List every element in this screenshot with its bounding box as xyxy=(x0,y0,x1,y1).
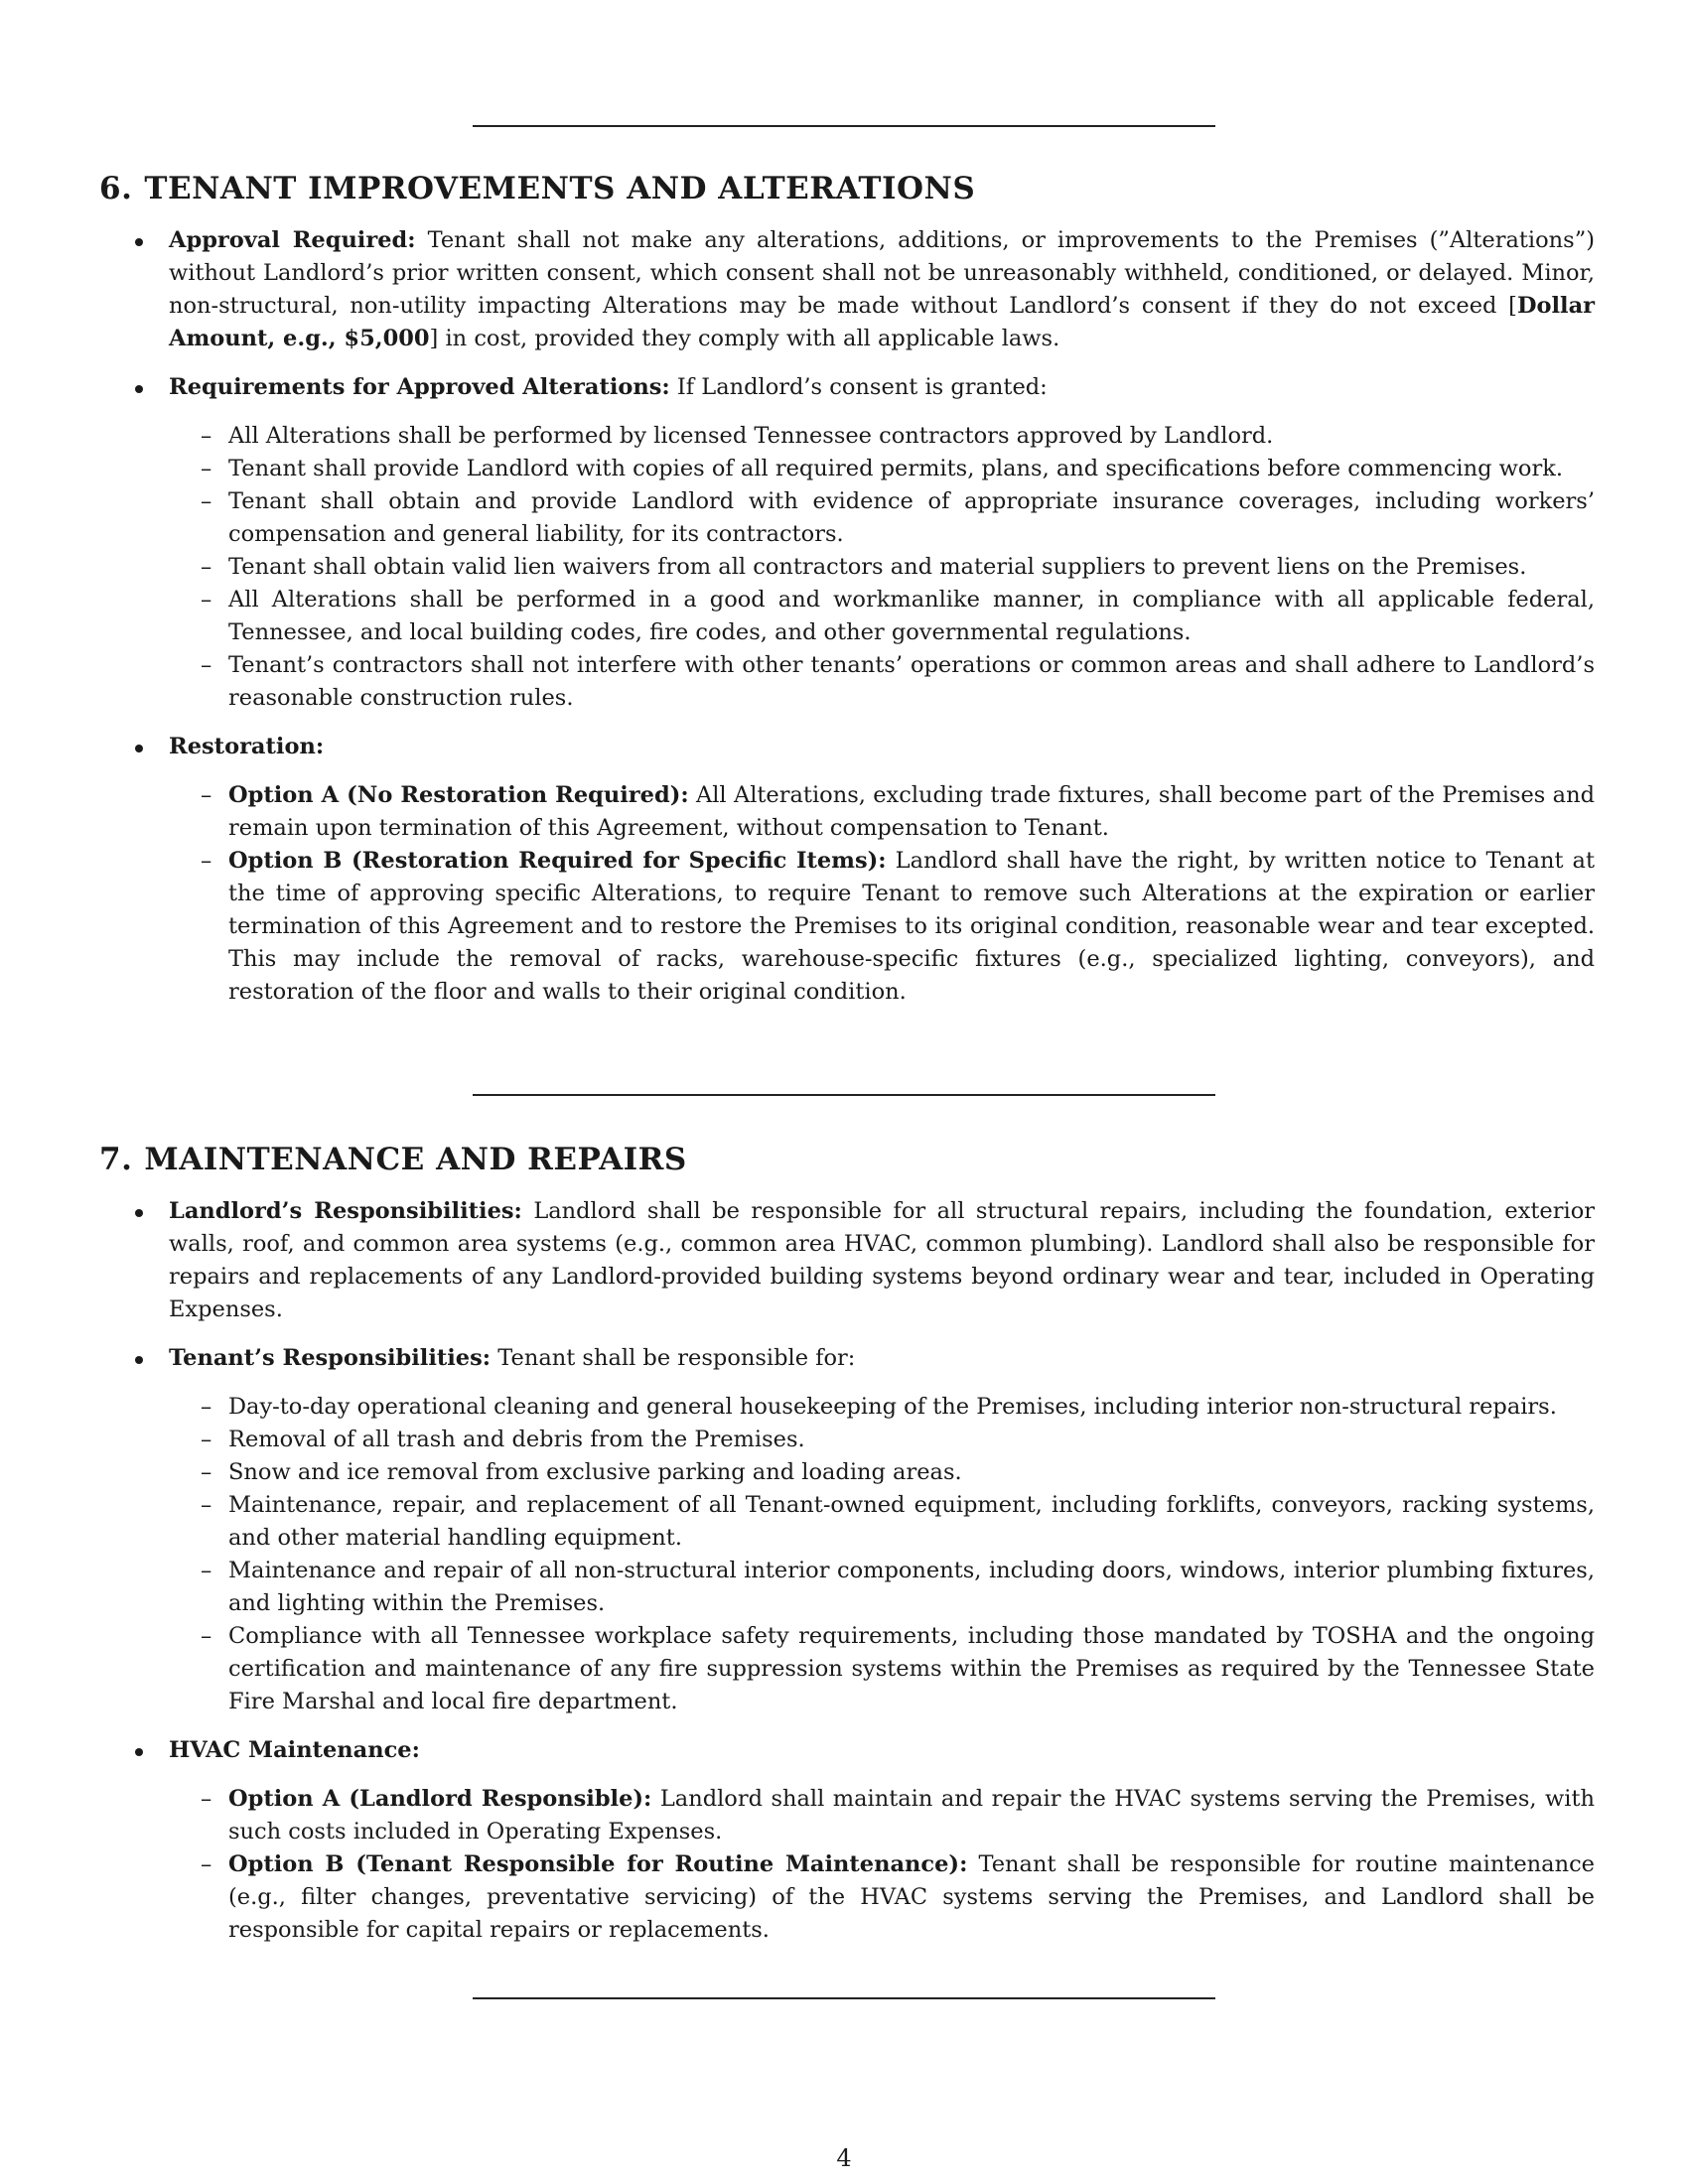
horizontal-rule xyxy=(473,125,1215,127)
sub-list-item-option-b xyxy=(169,1848,1595,1947)
sub-item-list xyxy=(169,420,1595,715)
dash-icon: – xyxy=(201,587,212,613)
sub-list-item xyxy=(169,1424,1595,1456)
section-number: 6. xyxy=(99,171,133,206)
sub-item-text: Compliance with all Tennessee workplace safety requirements, including those mandated by TOSHA and the ongoing certification and maintenance of any fire suppression systems within the Premises as required by the Tennessee State Fire Marshal and local fire department. xyxy=(228,1623,1595,1714)
list-item-restoration xyxy=(99,731,1595,1009)
item-label: Tenant’s Responsibilities: xyxy=(169,1345,492,1371)
list-item-approval-required xyxy=(99,224,1595,355)
sub-list-item-option-a xyxy=(169,1783,1595,1848)
sub-item-text: Tenant shall obtain valid lien waivers from all contractors and material suppliers to prevent liens on the Premises. xyxy=(228,554,1527,580)
dash-icon: – xyxy=(201,848,212,874)
dash-icon: – xyxy=(201,1459,212,1485)
section-heading xyxy=(99,171,1595,206)
list-item-requirements xyxy=(99,371,1595,715)
list-item-landlord-responsibilities xyxy=(99,1195,1595,1326)
sub-list-item xyxy=(169,584,1595,649)
option-label: Option B (Restoration Required for Specific Items): xyxy=(228,848,887,874)
dash-icon: – xyxy=(201,782,212,808)
item-text: If Landlord’s consent is granted: xyxy=(676,374,1048,400)
page-number: 4 xyxy=(836,2144,852,2172)
sub-item-text: Tenant shall obtain and provide Landlord with evidence of appropriate insurance coverages, including workers’ compensation and general liability, for its contractors. xyxy=(228,488,1595,547)
horizontal-rule xyxy=(473,1094,1215,1096)
option-text: Landlord shall maintain and repair the HVAC systems serving the Premises, with such costs included in Operating Expenses. xyxy=(228,1786,1596,1844)
sub-list-item-option-a xyxy=(169,779,1595,845)
section-item-list xyxy=(99,1195,1595,1947)
bullet-icon xyxy=(135,1748,143,1756)
list-item-hvac-maintenance xyxy=(99,1734,1595,1947)
sub-list-item xyxy=(169,649,1595,715)
sub-list-item xyxy=(169,1555,1595,1620)
bullet-icon xyxy=(135,385,143,393)
item-label: Landlord’s Responsibilities: xyxy=(169,1198,522,1224)
section-heading xyxy=(99,1142,1595,1177)
sub-item-list xyxy=(169,1783,1595,1947)
sub-item-text: Tenant’s contractors shall not interfere with other tenants’ operations or common areas and shall adhere to Landlord’s reasonable construction rules. xyxy=(228,652,1595,711)
sub-list-item xyxy=(169,1391,1595,1424)
dash-icon: – xyxy=(201,488,212,514)
sub-list-item xyxy=(169,420,1595,453)
sub-item-text: Snow and ice removal from exclusive parking and loading areas. xyxy=(228,1459,962,1485)
sub-list-item xyxy=(169,1489,1595,1555)
sub-list-item xyxy=(169,485,1595,551)
dash-icon: – xyxy=(201,1851,212,1877)
sub-list-item xyxy=(169,1456,1595,1489)
sub-item-list xyxy=(169,1391,1595,1718)
item-text: Tenant shall be responsible for: xyxy=(497,1345,856,1371)
section-item-list xyxy=(99,224,1595,1009)
dash-icon: – xyxy=(201,1558,212,1583)
item-label: Requirements for Approved Alterations: xyxy=(169,374,670,400)
sub-list-item-option-b xyxy=(169,845,1595,1009)
dash-icon: – xyxy=(201,652,212,678)
sub-item-list xyxy=(169,779,1595,1009)
bullet-icon xyxy=(135,1209,143,1217)
bullet-icon xyxy=(135,745,143,752)
sub-item-text: All Alterations shall be performed by licensed Tennessee contractors approved by Landlord. xyxy=(228,423,1274,449)
dash-icon: – xyxy=(201,456,212,481)
option-label: Option B (Tenant Responsible for Routine Maintenance): xyxy=(228,1851,968,1877)
list-item-tenant-responsibilities xyxy=(99,1342,1595,1718)
sub-item-text: Removal of all trash and debris from the Premises. xyxy=(228,1427,805,1452)
item-text: Landlord shall be responsible for all structural repairs, including the foundation, exterior walls, roof, and common area systems (e.g., common area HVAC, common plumbing). Landlord shall also be responsible for repairs and replacements of any Landlord-provided building systems beyond ordinary wear and tear, included in Operating Expenses. xyxy=(169,1198,1595,1322)
item-emphasis: Dollar Amount, e.g., $5,000 xyxy=(169,293,1595,351)
dash-icon: – xyxy=(201,1786,212,1812)
item-text-continued: ] in cost, provided they comply with all applicable laws. xyxy=(429,326,1060,351)
option-label: Option A (Landlord Responsible): xyxy=(228,1786,652,1812)
option-text: All Alterations, excluding trade fixtures, shall become part of the Premises and remain upon termination of this Agreement, without compensation to Tenant. xyxy=(228,782,1595,841)
sub-item-text: All Alterations shall be performed in a good and workmanlike manner, in compliance with all applicable federal, Tennessee, and local building codes, fire codes, and other governmental regulations. xyxy=(228,587,1595,645)
dash-icon: – xyxy=(201,1623,212,1649)
item-label: Approval Required: xyxy=(169,227,416,253)
dash-icon: – xyxy=(201,1492,212,1518)
item-label: Restoration: xyxy=(169,734,325,759)
option-text: Landlord shall have the right, by written notice to Tenant at the time of approving specific Alterations, to require Tenant to remove such Alterations at the expiration or earlier termination of this Agreement and to restore the Premises to its original condition, reasonable wear and tear excepted. This may include the removal of racks, warehouse-specific fixtures (e.g., specialized lighting, conveyors), and restoration of the floor and walls to their original condition. xyxy=(228,848,1595,1005)
section-title: MAINTENANCE AND REPAIRS xyxy=(144,1142,687,1177)
sub-list-item xyxy=(169,551,1595,584)
dash-icon: – xyxy=(201,1394,212,1420)
sub-list-item xyxy=(169,1620,1595,1718)
sub-item-text: Day-to-day operational cleaning and general housekeeping of the Premises, including interior non-structural repairs. xyxy=(228,1394,1557,1420)
section-number: 7. xyxy=(99,1142,133,1177)
item-label: HVAC Maintenance: xyxy=(169,1737,420,1763)
option-label: Option A (No Restoration Required): xyxy=(228,782,689,808)
bullet-icon xyxy=(135,238,143,246)
section-title: TENANT IMPROVEMENTS AND ALTERATIONS xyxy=(144,171,976,206)
sub-list-item xyxy=(169,453,1595,485)
section-maintenance-repairs xyxy=(99,1142,1595,1963)
option-text: Tenant shall be responsible for routine maintenance (e.g., filter changes, preventative servicing) of the HVAC systems serving the Premises, and Landlord shall be responsible for capital repairs or replacements. xyxy=(228,1851,1595,1943)
sub-item-text: Maintenance and repair of all non-structural interior components, including doors, windows, interior plumbing fixtures, and lighting within the Premises. xyxy=(228,1558,1595,1616)
item-text: Tenant shall not make any alterations, additions, or improvements to the Premises (”Alterations”) without Landlord’s prior written consent, which consent shall not be unreasonably withheld, conditioned, or delayed. Minor, non-structural, non-utility impacting Alterations may be made without Landlord’s consent if they do not exceed [ xyxy=(169,227,1595,319)
sub-item-text: Tenant shall provide Landlord with copies of all required permits, plans, and specifications before commencing work. xyxy=(228,456,1564,481)
dash-icon: – xyxy=(201,423,212,449)
horizontal-rule xyxy=(473,1997,1215,1999)
sub-item-text: Maintenance, repair, and replacement of all Tenant-owned equipment, including forklifts, conveyors, racking systems, and other material handling equipment. xyxy=(228,1492,1595,1551)
dash-icon: – xyxy=(201,1427,212,1452)
dash-icon: – xyxy=(201,554,212,580)
bullet-icon xyxy=(135,1356,143,1364)
section-tenant-improvements xyxy=(99,171,1595,1024)
